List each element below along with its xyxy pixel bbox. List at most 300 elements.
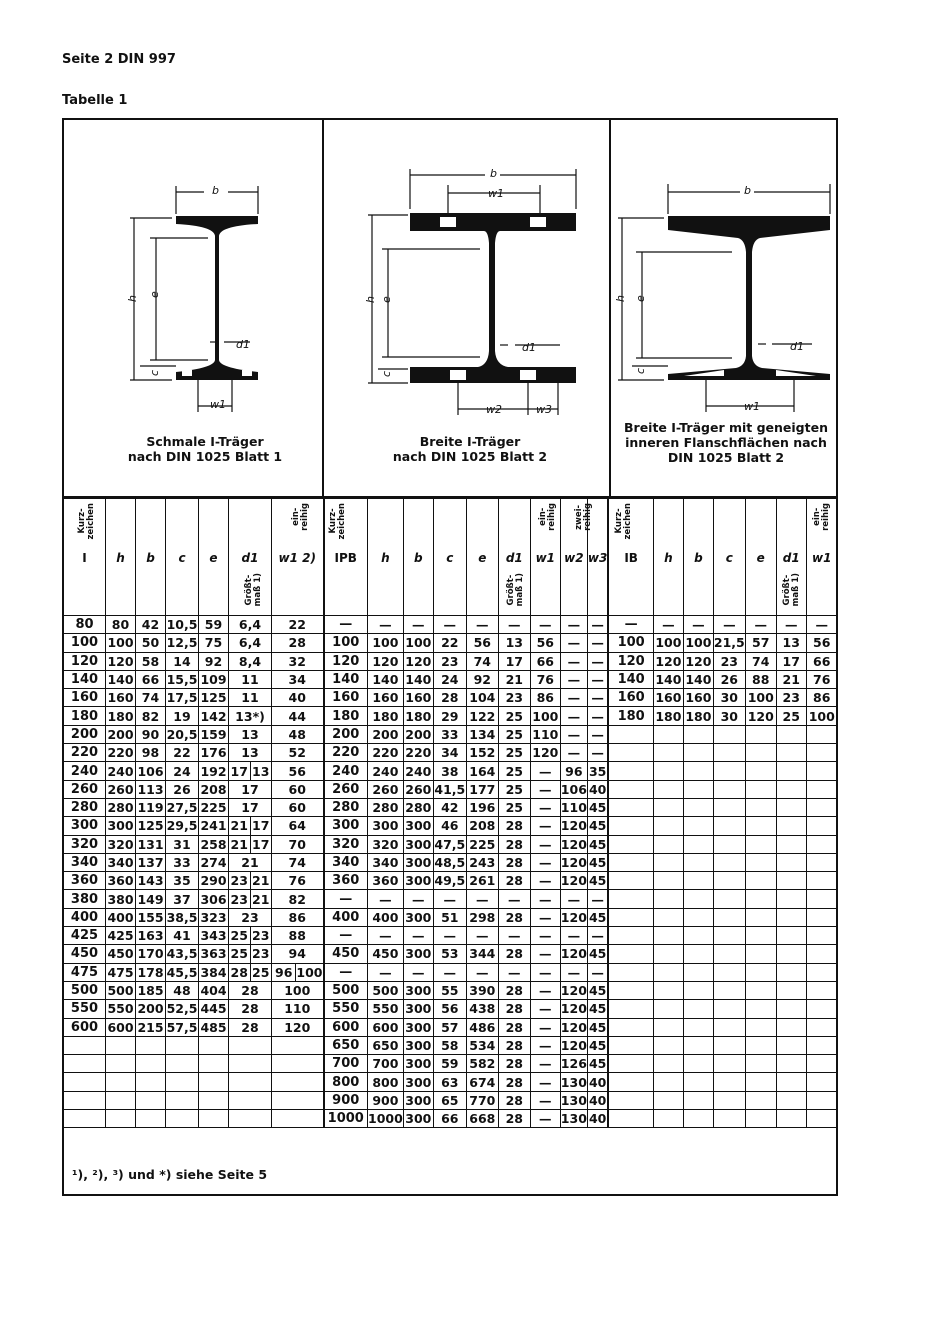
ib-cell: 74 bbox=[745, 652, 776, 670]
i-cell bbox=[272, 1110, 324, 1128]
ib-cell bbox=[745, 981, 776, 999]
ib-cell bbox=[745, 853, 776, 871]
split-value: 21 bbox=[230, 836, 248, 852]
ipb-cell: 300 bbox=[405, 983, 432, 999]
col-c-I: c bbox=[166, 499, 199, 616]
ib-cell: 160 bbox=[655, 690, 682, 706]
ipb-cell: — bbox=[498, 963, 530, 981]
i-cell bbox=[272, 963, 324, 981]
ipb-cell: 240 bbox=[405, 763, 432, 779]
ipb-cell: 243 bbox=[466, 853, 498, 871]
ib-cell: 23 bbox=[713, 652, 745, 670]
i-cell: 225 bbox=[200, 800, 227, 816]
ib-cell bbox=[806, 1000, 837, 1018]
ib-cell: 100 bbox=[745, 689, 776, 707]
ib-cell bbox=[683, 1000, 713, 1018]
ipb-cell: 45 bbox=[587, 853, 608, 871]
ipb-cell: 700 bbox=[324, 1055, 368, 1073]
ipb-cell: 25 bbox=[498, 798, 530, 816]
ipb-cell: — bbox=[560, 725, 587, 743]
ib-cell bbox=[776, 817, 806, 835]
ipb-cell: — bbox=[368, 890, 404, 908]
ipb-cell: 66 bbox=[530, 652, 560, 670]
i-cell: 100 bbox=[64, 634, 106, 652]
i-cell: 50 bbox=[136, 634, 166, 652]
ib-cell bbox=[713, 981, 745, 999]
i-cell bbox=[166, 1091, 199, 1109]
col-w3-IPB: w3 bbox=[587, 499, 608, 616]
i-cell bbox=[229, 1091, 272, 1109]
ipb-cell: — bbox=[530, 945, 560, 963]
ib-cell bbox=[806, 780, 837, 798]
i-cell: 13 bbox=[229, 725, 272, 743]
table-row bbox=[64, 872, 838, 890]
i-cell bbox=[229, 963, 272, 981]
caption-narrow-line1: Schmale I-Träger bbox=[146, 434, 264, 449]
split-value: 23 bbox=[230, 873, 248, 889]
table-row bbox=[64, 652, 838, 670]
ipb-cell: 28 bbox=[498, 1110, 530, 1128]
ipb-cell: 28 bbox=[498, 1091, 530, 1109]
ib-cell bbox=[776, 981, 806, 999]
ipb-cell: — bbox=[498, 616, 530, 634]
ib-cell bbox=[653, 1018, 683, 1036]
i-cell bbox=[272, 1091, 324, 1109]
footnote: ¹), ²), ³) und *) siehe Seite 5 bbox=[72, 1167, 268, 1182]
label-b: b bbox=[490, 167, 497, 180]
ipb-cell: 49,5 bbox=[434, 873, 466, 889]
ipb-cell: — bbox=[587, 890, 608, 908]
ib-cell: 100 bbox=[655, 635, 682, 651]
i-cell: 64 bbox=[272, 817, 324, 835]
ib-cell bbox=[745, 1091, 776, 1109]
table-row bbox=[64, 1055, 838, 1073]
i-cell: 159 bbox=[200, 726, 227, 742]
ipb-cell: 42 bbox=[433, 798, 466, 816]
ib-cell bbox=[713, 963, 745, 981]
col-h-I: h bbox=[106, 499, 136, 616]
i-cell: 500 bbox=[64, 981, 106, 999]
ipb-cell: — bbox=[433, 927, 466, 945]
i-cell: 109 bbox=[200, 672, 227, 688]
ipb-cell: 45 bbox=[587, 872, 608, 890]
ib-cell bbox=[806, 963, 837, 981]
i-cell: 29,5 bbox=[166, 818, 198, 834]
label-c: c bbox=[148, 369, 161, 376]
ib-cell bbox=[745, 762, 776, 780]
ipb-cell: — bbox=[530, 817, 560, 835]
i-cell: 137 bbox=[137, 855, 164, 870]
ipb-cell: 21 bbox=[498, 670, 530, 688]
label-e: e bbox=[148, 291, 161, 298]
ib-cell bbox=[776, 890, 806, 908]
ib-cell bbox=[806, 908, 837, 926]
ib-cell bbox=[745, 908, 776, 926]
i-cell bbox=[136, 1055, 166, 1073]
i-cell: 320 bbox=[107, 836, 134, 852]
ipb-cell: 800 bbox=[324, 1073, 368, 1091]
i-cell: 76 bbox=[272, 872, 324, 890]
i-cell: 125 bbox=[137, 818, 164, 834]
ipb-cell: 45 bbox=[587, 1000, 608, 1018]
ipb-cell: 100 bbox=[324, 634, 368, 652]
ipb-cell: 486 bbox=[466, 1018, 498, 1036]
ib-cell bbox=[608, 908, 653, 926]
i-cell: 13 bbox=[229, 744, 272, 762]
table-row bbox=[64, 780, 838, 798]
ipb-cell: 28 bbox=[498, 1036, 530, 1054]
i-cell: 57,5 bbox=[166, 1019, 198, 1035]
ib-cell bbox=[653, 981, 683, 999]
ib-cell: 13 bbox=[776, 634, 806, 652]
ipb-cell: 45 bbox=[587, 798, 608, 816]
ib-cell bbox=[713, 817, 745, 835]
i-cell bbox=[166, 1036, 199, 1054]
col-kurzzeichen-IB: Kurz- zeichen IB bbox=[608, 499, 653, 616]
ipb-cell: — bbox=[498, 890, 530, 908]
ib-cell bbox=[683, 1036, 713, 1054]
ipb-cell: — bbox=[368, 963, 404, 981]
table-row bbox=[64, 1036, 838, 1054]
label-w1: w1 bbox=[744, 400, 760, 413]
ipb-cell: 450 bbox=[324, 945, 368, 963]
ib-cell bbox=[806, 835, 837, 853]
ib-cell bbox=[776, 872, 806, 890]
ipb-cell: — bbox=[530, 1073, 560, 1091]
ib-cell: 88 bbox=[745, 670, 776, 688]
ib-cell bbox=[608, 872, 653, 890]
i-cell: 110 bbox=[272, 1000, 324, 1018]
ib-cell bbox=[745, 780, 776, 798]
i-cell: 74 bbox=[136, 689, 166, 707]
ib-cell bbox=[653, 927, 683, 945]
ib-cell bbox=[608, 725, 653, 743]
ipb-cell: 534 bbox=[466, 1036, 498, 1054]
ipb-cell: 34 bbox=[433, 744, 466, 762]
ipb-cell: 41,5 bbox=[434, 781, 466, 797]
ipb-cell: — bbox=[530, 835, 560, 853]
ib-cell bbox=[653, 835, 683, 853]
wide-i-beam-drawing bbox=[360, 165, 590, 420]
ipb-cell: 120 bbox=[405, 653, 432, 669]
i-cell: 142 bbox=[200, 708, 227, 724]
ipb-cell: 160 bbox=[368, 689, 404, 707]
ib-cell bbox=[608, 780, 653, 798]
ipb-cell: 134 bbox=[466, 725, 498, 743]
i-cell: 92 bbox=[199, 652, 229, 670]
ib-cell bbox=[776, 1055, 806, 1073]
ipb-cell: — bbox=[587, 670, 608, 688]
i-cell: 178 bbox=[137, 964, 164, 980]
i-cell: 58 bbox=[136, 652, 166, 670]
ipb-cell: 17 bbox=[498, 652, 530, 670]
i-cell: 21 bbox=[229, 853, 272, 871]
i-cell: 17 bbox=[229, 780, 272, 798]
i-cell: 450 bbox=[64, 945, 106, 963]
table-row bbox=[64, 707, 838, 725]
ib-cell bbox=[653, 780, 683, 798]
i-cell: 140 bbox=[107, 672, 134, 688]
ib-cell bbox=[683, 963, 713, 981]
ib-cell bbox=[776, 1036, 806, 1054]
i-cell bbox=[136, 1036, 166, 1054]
ipb-cell: 28 bbox=[498, 1018, 530, 1036]
i-cell: 24 bbox=[166, 762, 199, 780]
table-row bbox=[64, 1000, 838, 1018]
ipb-cell: 126 bbox=[560, 1056, 587, 1072]
i-cell: 11 bbox=[229, 689, 272, 707]
split-value: 17 bbox=[250, 836, 272, 853]
table-row bbox=[64, 616, 838, 634]
table-row bbox=[64, 890, 838, 908]
ipb-cell: — bbox=[466, 890, 498, 908]
i-cell: 100 bbox=[272, 981, 324, 999]
ipb-cell: 63 bbox=[433, 1073, 466, 1091]
i-cell: 120 bbox=[64, 652, 106, 670]
ipb-cell: — bbox=[433, 890, 466, 908]
i-cell: 66 bbox=[136, 670, 166, 688]
i-cell: 80 bbox=[64, 616, 106, 634]
ib-cell bbox=[608, 963, 653, 981]
i-cell bbox=[229, 945, 272, 963]
ipb-cell: 45 bbox=[587, 908, 608, 926]
ipb-cell: 260 bbox=[368, 780, 404, 798]
ipb-cell: 120 bbox=[560, 873, 587, 889]
ib-cell bbox=[683, 853, 713, 871]
i-cell bbox=[106, 1110, 136, 1128]
i-cell: 88 bbox=[272, 927, 324, 945]
ib-cell bbox=[745, 744, 776, 762]
i-cell: 60 bbox=[272, 780, 324, 798]
col-b-I: b bbox=[136, 499, 166, 616]
caption-wide-line1: Breite I-Träger bbox=[419, 434, 521, 449]
ib-cell bbox=[683, 1091, 713, 1109]
ib-cell bbox=[806, 853, 837, 871]
ib-cell bbox=[776, 1018, 806, 1036]
ipb-cell: — bbox=[560, 890, 587, 908]
ipb-cell: 300 bbox=[405, 818, 432, 834]
ipb-cell: — bbox=[560, 652, 587, 670]
i-cell: 41 bbox=[166, 927, 199, 945]
ipb-cell: — bbox=[530, 616, 560, 634]
i-cell: 6,4 bbox=[229, 616, 272, 634]
ipb-cell: 28 bbox=[498, 1000, 530, 1018]
split-value: 21 bbox=[230, 818, 248, 834]
i-cell: 17 bbox=[229, 798, 272, 816]
ipb-cell: 500 bbox=[324, 981, 368, 999]
ipb-cell: — bbox=[403, 927, 433, 945]
ipb-cell: 225 bbox=[466, 835, 498, 853]
i-cell: 300 bbox=[107, 818, 134, 834]
i-cell: 22 bbox=[272, 616, 324, 634]
col-e-I: e bbox=[199, 499, 229, 616]
ipb-cell: 300 bbox=[405, 1092, 432, 1108]
ib-cell bbox=[806, 981, 837, 999]
table-row bbox=[64, 945, 838, 963]
ib-cell bbox=[683, 1110, 713, 1128]
ipb-cell: 45 bbox=[587, 817, 608, 835]
ib-cell bbox=[806, 1036, 837, 1054]
i-cell: 42 bbox=[136, 616, 166, 634]
ib-cell bbox=[653, 945, 683, 963]
ipb-cell: 300 bbox=[405, 1056, 432, 1072]
ipb-cell: — bbox=[530, 1000, 560, 1018]
ipb-cell: 240 bbox=[324, 762, 368, 780]
caption-narrow-line2: nach DIN 1025 Blatt 1 bbox=[127, 449, 283, 464]
i-cell bbox=[272, 1055, 324, 1073]
split-value: 25 bbox=[250, 964, 272, 981]
ib-cell: 23 bbox=[776, 689, 806, 707]
ib-cell bbox=[713, 780, 745, 798]
i-cell bbox=[166, 1055, 199, 1073]
ipb-cell: — bbox=[530, 1091, 560, 1109]
label-d1: d1 bbox=[236, 338, 250, 351]
ipb-cell: 65 bbox=[433, 1091, 466, 1109]
ipb-cell: 28 bbox=[433, 689, 466, 707]
i-cell: 404 bbox=[200, 983, 227, 999]
split-value: 25 bbox=[230, 946, 248, 962]
label-e: e bbox=[380, 296, 393, 303]
ipb-cell: 40 bbox=[587, 780, 608, 798]
i-cell bbox=[64, 1091, 106, 1109]
split-value: 23 bbox=[250, 927, 272, 944]
ipb-cell: — bbox=[587, 689, 608, 707]
ipb-cell: — bbox=[403, 963, 433, 981]
ib-cell bbox=[713, 908, 745, 926]
label-c: c bbox=[380, 370, 393, 377]
label-e: e bbox=[634, 295, 647, 302]
ipb-cell: 650 bbox=[324, 1036, 368, 1054]
col-w1-I: ein- reihig w1 2) bbox=[272, 499, 324, 616]
ipb-cell: 550 bbox=[368, 1000, 404, 1018]
label-h: h bbox=[614, 295, 627, 302]
ipb-cell: 280 bbox=[368, 798, 404, 816]
col-e-IPB: e bbox=[466, 499, 498, 616]
i-cell: 31 bbox=[166, 835, 199, 853]
ipb-cell: 320 bbox=[368, 835, 404, 853]
i-cell: 220 bbox=[64, 744, 106, 762]
ipb-cell: — bbox=[560, 963, 587, 981]
ipb-cell: 45 bbox=[587, 1036, 608, 1054]
ipb-cell: 674 bbox=[466, 1073, 498, 1091]
i-cell: 258 bbox=[200, 836, 227, 852]
ib-cell bbox=[776, 908, 806, 926]
ipb-cell: 260 bbox=[324, 780, 368, 798]
i-cell: 400 bbox=[107, 909, 134, 925]
i-cell: 425 bbox=[107, 928, 134, 944]
ipb-cell: 45 bbox=[587, 945, 608, 963]
i-cell: 149 bbox=[137, 891, 164, 907]
ib-cell: 57 bbox=[745, 634, 776, 652]
ib-cell bbox=[683, 945, 713, 963]
ipb-cell: 280 bbox=[324, 798, 368, 816]
label-w1: w1 bbox=[488, 187, 504, 200]
ipb-cell: 260 bbox=[405, 781, 432, 797]
i-cell bbox=[136, 1073, 166, 1091]
ipb-cell: 120 bbox=[560, 836, 587, 852]
ipb-cell: — bbox=[403, 616, 433, 634]
i-cell: 163 bbox=[137, 928, 164, 944]
ipb-cell: 200 bbox=[405, 726, 432, 742]
i-cell: 48 bbox=[272, 725, 324, 743]
ib-cell bbox=[653, 963, 683, 981]
i-cell: 600 bbox=[107, 1019, 134, 1035]
i-cell bbox=[106, 1073, 136, 1091]
ipb-cell: 130 bbox=[560, 1111, 587, 1127]
ib-cell: 140 bbox=[608, 670, 653, 688]
caption-sloped-line3: DIN 1025 Blatt 2 bbox=[667, 450, 785, 465]
i-cell: 8,4 bbox=[229, 652, 272, 670]
ib-cell bbox=[745, 835, 776, 853]
ib-cell bbox=[608, 945, 653, 963]
i-cell: 56 bbox=[272, 762, 324, 780]
i-cell: 14 bbox=[166, 652, 199, 670]
col-e-IB: e bbox=[745, 499, 776, 616]
ipb-cell: 28 bbox=[498, 817, 530, 835]
ib-cell bbox=[653, 853, 683, 871]
i-cell: 185 bbox=[137, 983, 164, 999]
ipb-cell: 22 bbox=[433, 634, 466, 652]
split-value: 28 bbox=[230, 964, 248, 980]
ib-cell bbox=[683, 927, 713, 945]
ipb-cell: 152 bbox=[466, 744, 498, 762]
ipb-cell: — bbox=[530, 927, 560, 945]
i-cell: 343 bbox=[200, 928, 227, 944]
i-cell: 215 bbox=[137, 1019, 164, 1035]
ipb-cell: — bbox=[466, 963, 498, 981]
i-cell: 52,5 bbox=[166, 1001, 198, 1017]
ipb-cell: 120 bbox=[560, 909, 587, 925]
caption-wide-line2: nach DIN 1025 Blatt 2 bbox=[392, 449, 548, 464]
ipb-cell: 600 bbox=[324, 1018, 368, 1036]
ib-cell bbox=[713, 945, 745, 963]
i-cell: 340 bbox=[107, 855, 134, 870]
ipb-cell: — bbox=[530, 908, 560, 926]
ipb-cell: 208 bbox=[466, 817, 498, 835]
ib-cell bbox=[653, 744, 683, 762]
ib-cell: 86 bbox=[806, 689, 837, 707]
ib-cell bbox=[776, 1091, 806, 1109]
ipb-cell: 92 bbox=[466, 670, 498, 688]
i-cell bbox=[229, 927, 272, 945]
ib-cell bbox=[653, 1000, 683, 1018]
ib-cell bbox=[745, 963, 776, 981]
ipb-cell: — bbox=[433, 616, 466, 634]
ib-cell bbox=[683, 780, 713, 798]
i-cell: 75 bbox=[199, 634, 229, 652]
ipb-cell: 13 bbox=[498, 634, 530, 652]
ib-cell bbox=[745, 1055, 776, 1073]
ipb-cell: 120 bbox=[560, 1019, 587, 1035]
ib-cell bbox=[806, 1055, 837, 1073]
ib-cell bbox=[776, 725, 806, 743]
ipb-cell: — bbox=[530, 1036, 560, 1054]
ipb-cell: 261 bbox=[466, 872, 498, 890]
col-c-IPB: c bbox=[433, 499, 466, 616]
ipb-cell: 140 bbox=[405, 672, 432, 688]
ipb-cell: 28 bbox=[498, 908, 530, 926]
ib-cell bbox=[608, 762, 653, 780]
ipb-cell: 300 bbox=[405, 1037, 432, 1053]
i-cell bbox=[229, 817, 272, 835]
i-cell: 475 bbox=[107, 964, 134, 980]
i-cell: 131 bbox=[137, 836, 164, 852]
ipb-cell: 56 bbox=[466, 634, 498, 652]
label-h: h bbox=[364, 296, 377, 303]
ipb-cell: 300 bbox=[405, 1074, 432, 1090]
i-cell: 98 bbox=[136, 744, 166, 762]
ipb-cell: 220 bbox=[368, 744, 404, 762]
